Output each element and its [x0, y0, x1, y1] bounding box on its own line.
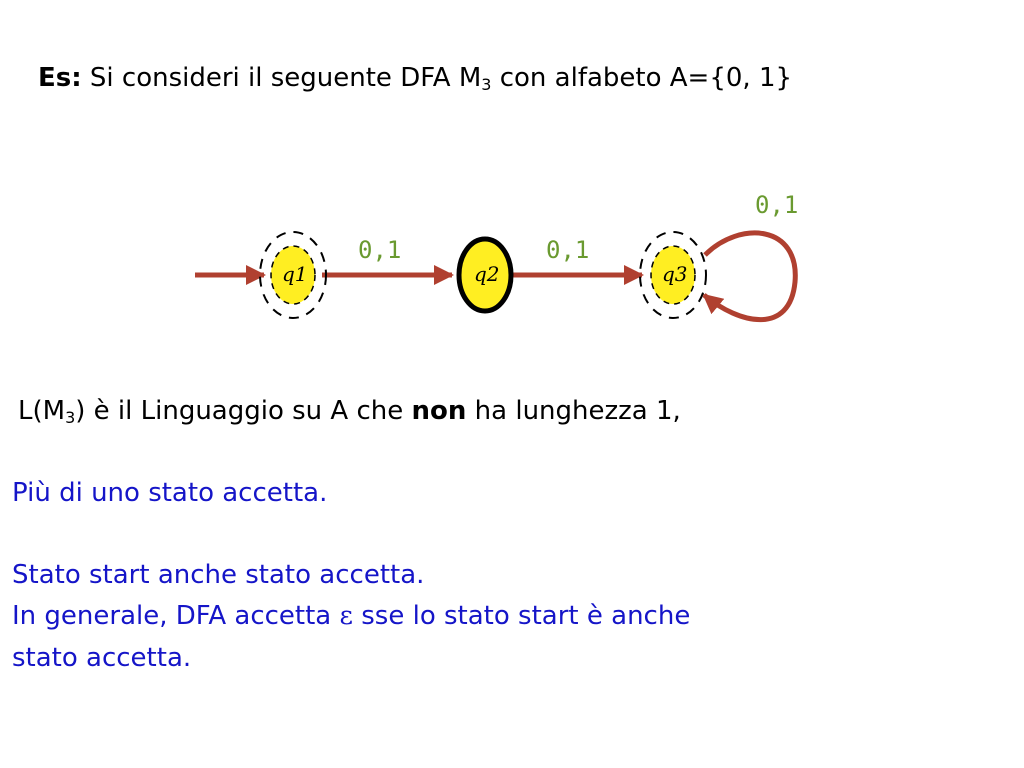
title-subscript: 3	[481, 75, 492, 94]
language-text-3: ha lunghezza 1,	[466, 396, 681, 426]
state-q2	[459, 239, 511, 311]
transition-label-q3-loop: 0,1	[755, 191, 799, 219]
note-line-3-start: In generale, DFA accetta	[12, 601, 340, 631]
state-label-q3: q3	[662, 262, 688, 286]
language-text-1: L(M	[18, 396, 66, 426]
state-label-q1: q1	[282, 262, 308, 286]
note-line-4: stato accetta.	[12, 643, 192, 673]
note-line-3-end: sse lo stato start è anche	[353, 601, 691, 631]
language-subscript: 3	[65, 408, 76, 427]
title-text-end: con alfabeto A={0, 1}	[491, 63, 793, 93]
epsilon-symbol: ε	[339, 601, 353, 631]
language-bold-word: non	[411, 396, 467, 426]
language-description	[18, 396, 681, 426]
state-q3	[640, 232, 706, 318]
transition-label-q1-q2: 0,1	[358, 236, 402, 264]
example-prefix: Es:	[38, 63, 82, 93]
note-line-2: Stato start anche stato accetta.	[12, 560, 425, 590]
transition-q3-self-loop	[704, 233, 795, 320]
note-line-3	[12, 601, 690, 631]
state-label-q2: q2	[474, 262, 500, 286]
language-text-2: ) è il Linguaggio su A che	[75, 396, 412, 426]
transition-label-q2-q3: 0,1	[546, 236, 590, 264]
note-line-1: Più di uno stato accetta.	[12, 478, 328, 508]
title-text: Si consideri il seguente DFA M	[89, 63, 482, 93]
state-q1	[260, 232, 326, 318]
